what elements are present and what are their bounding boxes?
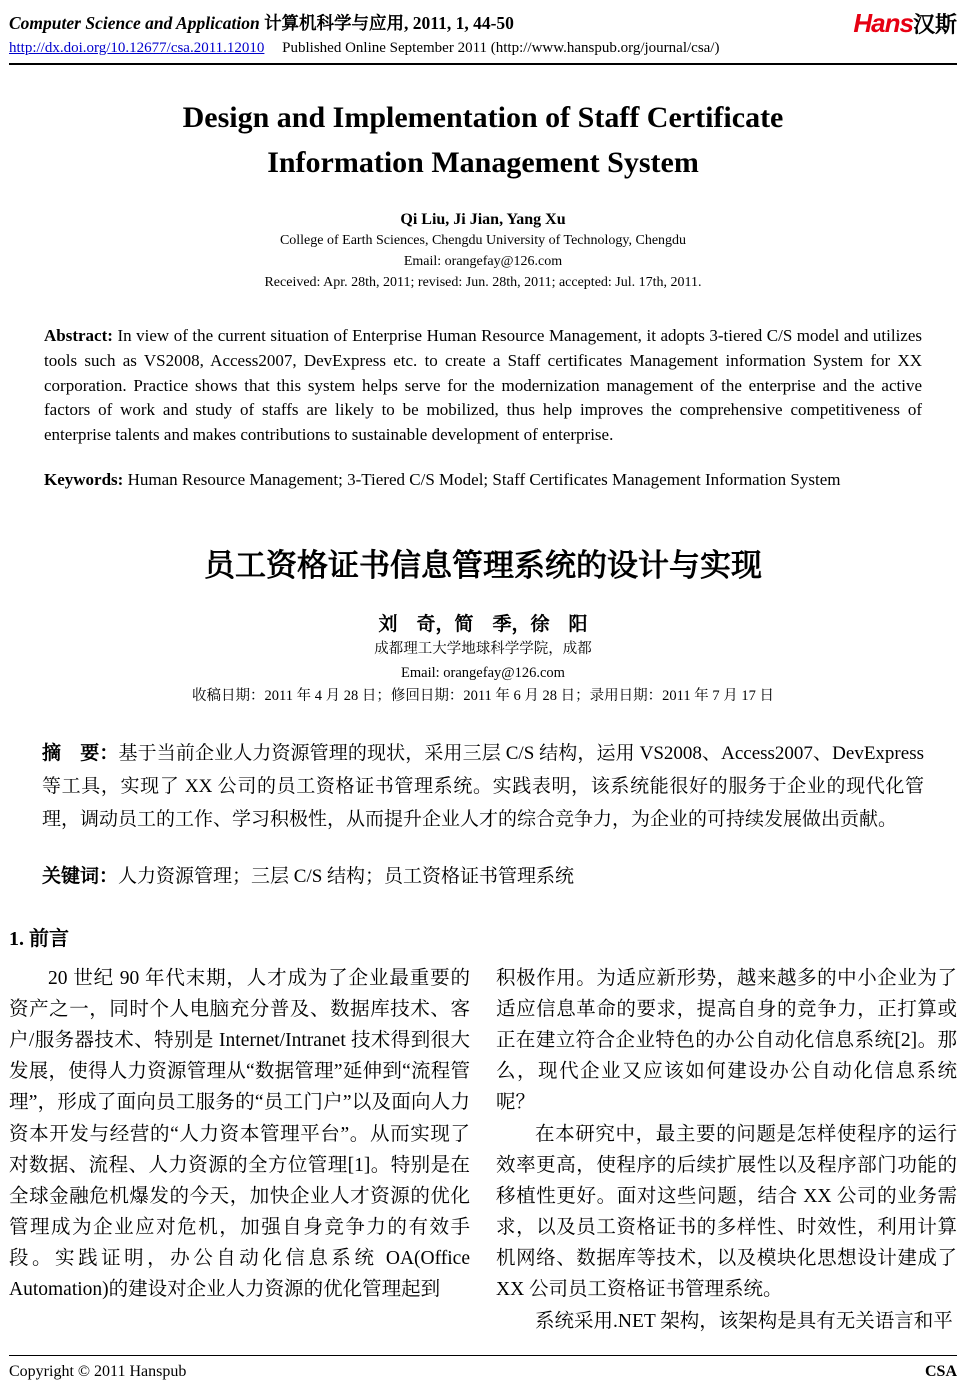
paper-title-cn: 员工资格证书信息管理系统的设计与实现 [204,548,762,584]
paragraph: 20 世纪 90 年代末期，人才成为了企业最重要的资产之一，同时个人电脑充分普及、数据库技术、客户/服务器技术、特别是 Internet/Intranet 技术得到很大发展，使得人力资源管理从“数据管理”延伸到“流程管理”，形成了面向员工服务的“员工门户”以及面向人力资本开发与经营的“人力资本管理平台”。从而实现了对数据、流程、人力资源的全方位管理[1]。特别是在全球金融危机爆发的今天，加快企业人才资源的优化管理成为企业应对危机，加强自身竞争力的有效手段。实践证明，办公自动化信息系统 OA(Office Automation)的建设对企业人力资源的优化管理起到 [9,967,470,1301]
email-cn: Email: orangefay@126.com [401,664,565,681]
paragraph: 积极作用。为适应新形势，越来越多的中小企业为了适应信息革命的要求，提高自身的竞争力，正打算或正在建立符合企业特色的办公自动化信息系统[2]。那么，现代企业又应该如何建设办公自动化信息系统呢？ [496,967,957,1114]
abstract-label-cn: 摘 要： [42,742,119,764]
hanspub-logo-cn: 汉斯 [912,12,957,37]
journal-header-left [9,8,719,57]
abstract-text-en: In view of the current situation of Enterprise Human Resource Management, it adopts 3-tiered C/S model and utilizes tools such as VS2008, Access2007, DevExpress etc. to create a Staff certificates Management information System for XX corporation. Practice shows that this system helps serve for the modernization management of the enterprise and the active factors of work and study of staffs are likely to be mobilized, thus help improves the comprehensive competitiveness of enterprise talents and makes contributions to sustainable development of enterprise. [44,326,923,444]
abstract-en [44,324,922,447]
body-columns [9,963,957,1337]
publication-line [9,40,719,57]
published-online-text: Published Online September 2011 (http://www.hanspub.org/journal/csa/) [282,39,720,56]
column-left [9,963,470,1337]
email-en: Email: orangefay@126.com [403,253,563,269]
authors-cn: 刘 奇，简 季，徐 阳 [378,614,588,636]
keywords-label-en: Keywords: [44,469,124,489]
hanspub-logo-hans: Hans [853,8,913,38]
column-right [496,963,957,1337]
authors-en: Qi Liu, Ji Jian, Yang Xu [400,210,566,228]
paragraph: 在本研究中，最主要的问题是怎样使程序的运行效率更高，使程序的后续扩展性以及程序部门功能的移植性更好。面对这些问题，结合 XX 公司的业务需求，以及员工资格证书的多样性、时效性，利用计算机网络、数据库等技术，以及模块化思想设计建成了 XX 公司员工资格证书管理系统。 [496,1123,957,1301]
paragraph: 系统采用.NET 架构，该架构是具有无关语言和平 [535,1310,953,1332]
abstract-text-cn: 基于当前企业人力资源管理的现状，采用三层 C/S 结构，运用 VS2008、Access2007、DevExpress 等工具，实现了 XX 公司的员工资格证书管理系统。实践表明，该系统能很好的服务于企业的现代化管理，调动员工的工作、学习积极性，从而提升企业人才的综合竞争力，为企业的可持续发展做出贡献。 [42,742,924,831]
journal-title-en: Computer Science and Application [9,13,260,33]
journal-title-line [9,8,719,35]
header-divider [9,63,957,65]
hanspub-logo [853,8,957,36]
keywords-text-en: Human Resource Management; 3-Tiered C/S Model; Staff Certificates Management Information System [127,469,841,489]
received-dates-cn: 收稿日期：2011 年 4 月 28 日；修回日期：2011 年 6 月 28 日；录用日期：2011 年 7 月 17 日 [191,688,774,705]
keywords-label-cn: 关键词： [42,865,119,887]
page-footer [9,1355,957,1381]
affiliation-en: College of Earth Sciences, Chengdu University of Technology, Chengdu [279,232,687,248]
footer-divider [9,1355,957,1356]
journal-header [9,8,957,57]
section-heading-intro: 1. 前言 [9,927,69,950]
footer-journal-abbr: CSA [924,1363,957,1380]
paper-meta-en [9,211,957,293]
keywords-cn [42,861,924,888]
abstract-cn [42,737,924,837]
doi-link[interactable]: http://dx.doi.org/10.12677/csa.2011.12010 [9,39,265,56]
keywords-text-cn: 人力资源管理；三层 C/S 结构；员工资格证书管理系统 [118,865,575,887]
keywords-en [44,468,922,493]
paper-title-en: Design and Implementation of Staff Certificate Information Management System [182,100,784,179]
footer-copyright: Copyright © 2011 Hanspub [9,1363,187,1380]
affiliation-cn: 成都理工大学地球科学学院，成都 [374,641,592,658]
received-dates-en: Received: Apr. 28th, 2011; revised: Jun. 28th, 2011; accepted: Jul. 17th, 2011. [264,275,702,291]
journal-title-cn: 计算机科学与应用, 2011, 1, 44-50 [264,13,514,33]
abstract-label-en: Abstract: [44,326,113,346]
